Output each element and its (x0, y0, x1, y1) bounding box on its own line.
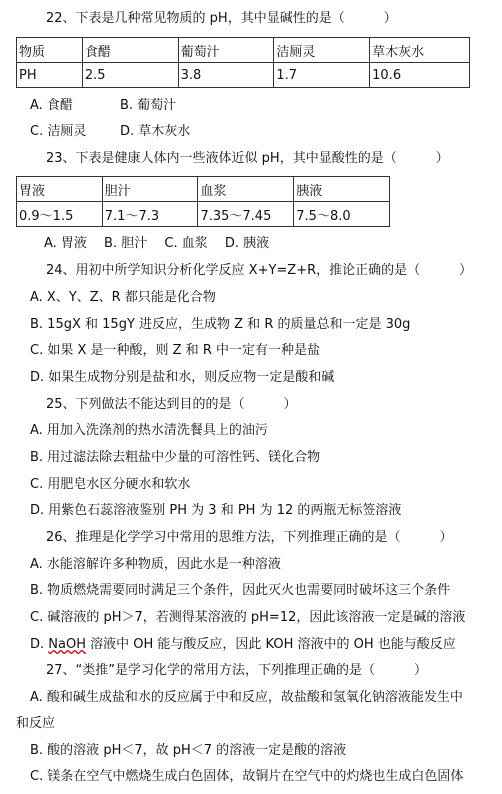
table-cell: 胰液 (294, 177, 390, 202)
q26-stem: 26、推理是化学学习中常用的思维方法，下列推理正确的是（ ） (46, 530, 453, 545)
q24-option-c: C. 如果 X 是一种酸，则 Z 和 R 中一定有一种是盐 (30, 343, 320, 358)
table-cell: PH (17, 63, 83, 88)
q27-option-c: C. 镁条在空气中燃烧生成白色固体，故铜片在空气中的灼烧也生成白色固体 (30, 769, 464, 784)
q23-stem: 23、下表是健康人体内一些液体近似 pH，其中显酸性的是（ ） (46, 151, 449, 166)
table-row (17, 63, 470, 88)
naoh-spellcheck-word: NaOH (48, 637, 86, 652)
table-cell: 1.7 (274, 63, 370, 88)
table-cell: 葡萄汁 (178, 38, 274, 63)
q24-option-d: D. 如果生成物分别是盐和水，则反应物一定是酸和碱 (30, 370, 335, 385)
table-cell: 洁厕灵 (274, 38, 370, 63)
table-cell: 10.6 (370, 63, 470, 88)
q27-option-b: B. 酸的溶液 pH＜7，故 pH＜7 的溶液一定是酸的溶液 (30, 743, 347, 758)
q25-option-b: B. 用过滤法除去粗盐中少量的可溶性钙、镁化合物 (30, 450, 321, 465)
q22-stem: 22、下表是几种常见物质的 pH，其中显碱性的是（ ） (46, 11, 397, 26)
q27-option-a-line1: A. 酸和碱生成盐和水的反应属于中和反应，故盐酸和氢氧化钠溶液能发生中 (30, 690, 463, 705)
table-row (17, 202, 390, 227)
q26-option-d-rest: 溶液中 OH 能与酸反应，因此 KOH 溶液中的 OH 也能与酸反应 (85, 637, 456, 652)
q22-option-a: A. 食醋 (30, 98, 73, 113)
q25-option-c: C. 用肥皂水区分硬水和软水 (30, 477, 191, 492)
q27-stem: 27、“类推”是学习化学的常用方法，下列推理正确的是（ ） (46, 663, 428, 678)
table-cell: 血浆 (198, 177, 294, 202)
table-cell: 物质 (17, 38, 83, 63)
q24-option-b: B. 15gX 和 15gY 进反应，生成物 Z 和 R 的质量总和一定是 30g (30, 317, 411, 332)
table-cell: 草木灰水 (370, 38, 470, 63)
q22-table (16, 37, 470, 88)
q27-option-a-line2: 和反应 (16, 716, 56, 731)
q25-option-d: D. 用紫色石蕊溶液鉴别 PH 为 3 和 PH 为 12 的两瓶无标签溶液 (30, 503, 402, 518)
q22-option-b: B. 葡萄汁 (120, 98, 177, 113)
table-row (17, 177, 390, 202)
q26-option-d-prefix: D. (30, 637, 49, 652)
q24-stem: 24、用初中所学知识分析化学反应 X+Y=Z+R，推论正确的是（ ） (46, 263, 473, 278)
table-cell: 7.35～7.45 (198, 202, 294, 227)
q26-option-d (30, 636, 456, 654)
table-row (17, 38, 470, 63)
q22-option-c: C. 洁厕灵 (30, 124, 87, 139)
q25-stem: 25、下列做法不能达到目的的是（ ） (46, 397, 297, 412)
table-cell: 胃液 (17, 177, 103, 202)
table-cell: 7.5～8.0 (294, 202, 390, 227)
table-cell: 2.5 (82, 63, 178, 88)
q25-option-a: A. 用加入洗涤剂的热水清洗餐具上的油污 (30, 423, 268, 438)
q26-option-c: C. 碱溶液的 pH＞7，若测得某溶液的 pH=12，因此该溶液一定是碱的溶液 (30, 610, 466, 625)
q22-option-d: D. 草木灰水 (120, 124, 191, 139)
q26-option-b: B. 物质燃烧需要同时满足三个条件，因此灭火也需要同时破坏这三个条件 (30, 583, 451, 598)
q26-option-a: A. 水能溶解许多种物质，因此水是一种溶液 (30, 557, 281, 572)
table-cell: 食醋 (82, 38, 178, 63)
table-cell: 3.8 (178, 63, 274, 88)
q23-options: A. 胃液 B. 胆汁 C. 血浆 D. 胰液 (44, 236, 270, 251)
table-cell: 胆汁 (102, 177, 198, 202)
table-cell: 7.1～7.3 (102, 202, 198, 227)
q24-option-a: A. X、Y、Z、R 都只能是化合物 (30, 290, 216, 305)
q23-table (16, 176, 390, 227)
table-cell: 0.9～1.5 (17, 202, 103, 227)
